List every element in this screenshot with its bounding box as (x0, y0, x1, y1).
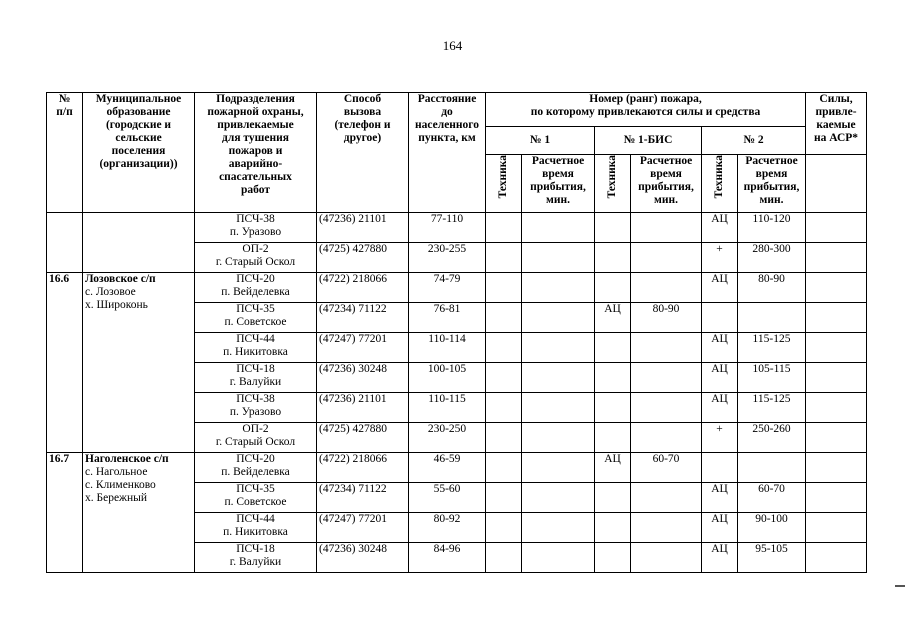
phone-cell: (47234) 71122 (317, 303, 409, 333)
tech-1-cell (486, 453, 522, 483)
header-rank-1bis: № 1-БИС (595, 127, 702, 155)
distance-cell: 46-59 (409, 453, 486, 483)
header-no: № п/п (47, 93, 83, 213)
tech-2-cell: АЦ (702, 513, 738, 543)
unit-cell (195, 303, 317, 333)
distance-cell: 110-115 (409, 393, 486, 423)
eta-1bis-cell (631, 483, 702, 513)
header-rank-1: № 1 (486, 127, 595, 155)
asr-cell (806, 543, 867, 573)
tech-2-cell: АЦ (702, 213, 738, 243)
unit-location: г. Старый Оскол (215, 436, 296, 448)
eta-1bis-cell (631, 543, 702, 573)
phone-cell: (4725) 427880 (317, 243, 409, 273)
header-municipality: Муниципальное образование (городские и сельские поселения (организации)) (83, 93, 195, 213)
eta-1-cell (522, 243, 595, 273)
tech-1-cell (486, 213, 522, 243)
eta-1-cell (522, 273, 595, 303)
settlement-name: х. Бережный (85, 492, 148, 504)
phone-cell: (47247) 77201 (317, 513, 409, 543)
eta-2-cell: 90-100 (738, 513, 806, 543)
tech-1-cell (486, 273, 522, 303)
row-number-cell: 16.6 (47, 273, 83, 453)
unit-cell (195, 273, 317, 303)
eta-2-cell: 110-120 (738, 213, 806, 243)
tech-1bis-cell (595, 213, 631, 243)
eta-1-cell (522, 213, 595, 243)
phone-cell: (47236) 21101 (317, 213, 409, 243)
tech-2-cell: АЦ (702, 363, 738, 393)
tech-1-cell (486, 303, 522, 333)
municipality-cell (83, 273, 195, 453)
unit-location: п. Советское (224, 316, 287, 328)
header-distance: Расстояние до населенного пункта, км (409, 93, 486, 213)
unit-name: ПСЧ-20 (236, 273, 275, 285)
header-tech-1bis: Техника (595, 155, 631, 213)
unit-location: п. Вейделевка (221, 466, 290, 478)
unit-location: п. Советское (224, 496, 287, 508)
unit-cell (195, 423, 317, 453)
asr-cell (806, 483, 867, 513)
settlement-name: с. Клименково (85, 479, 156, 491)
asr-cell (806, 513, 867, 543)
unit-name: ПСЧ-38 (236, 213, 275, 225)
eta-1bis-cell (631, 423, 702, 453)
table-row (47, 273, 867, 303)
municipality-cell (83, 213, 195, 273)
tech-1bis-cell (595, 513, 631, 543)
table-row (47, 453, 867, 483)
eta-2-cell: 115-125 (738, 333, 806, 363)
eta-2-cell: 95-105 (738, 543, 806, 573)
tech-1bis-cell: АЦ (595, 303, 631, 333)
tech-1bis-cell (595, 543, 631, 573)
phone-cell: (47247) 77201 (317, 333, 409, 363)
tech-1-cell (486, 363, 522, 393)
unit-location: п. Никитовка (223, 526, 288, 538)
unit-location: п. Уразово (229, 406, 282, 418)
tech-1bis-cell (595, 273, 631, 303)
header-asr-empty (806, 155, 867, 213)
distance-cell: 230-250 (409, 423, 486, 453)
distance-cell: 100-105 (409, 363, 486, 393)
header-eta-1: Расчетное время прибытия, мин. (522, 155, 595, 213)
header-fire-rank: Номер (ранг) пожара, по которому привлекаются силы и средства (486, 93, 806, 127)
eta-1-cell (522, 483, 595, 513)
phone-cell: (47236) 30248 (317, 363, 409, 393)
tech-2-cell: АЦ (702, 393, 738, 423)
tech-1-cell (486, 423, 522, 453)
unit-location: п. Уразово (229, 226, 282, 238)
tech-1bis-cell: АЦ (595, 453, 631, 483)
phone-cell: (4722) 218066 (317, 453, 409, 483)
asr-cell (806, 273, 867, 303)
eta-2-cell: 105-115 (738, 363, 806, 393)
unit-cell (195, 483, 317, 513)
eta-2-cell: 80-90 (738, 273, 806, 303)
eta-2-cell: 115-125 (738, 393, 806, 423)
asr-cell (806, 213, 867, 243)
eta-1-cell (522, 363, 595, 393)
eta-2-cell (738, 453, 806, 483)
eta-2-cell: 280-300 (738, 243, 806, 273)
unit-cell (195, 333, 317, 363)
row-number-cell: 16.7 (47, 453, 83, 573)
unit-name: ПСЧ-35 (236, 483, 275, 495)
header-asr: Силы, привле- каемые на АСР* (806, 93, 867, 155)
tech-2-cell: АЦ (702, 543, 738, 573)
distance-cell: 74-79 (409, 273, 486, 303)
eta-1bis-cell (631, 213, 702, 243)
tech-1-cell (486, 333, 522, 363)
eta-1bis-cell (631, 333, 702, 363)
eta-1-cell (522, 333, 595, 363)
header-call-method: Способ вызова (телефон и другое) (317, 93, 409, 213)
phone-cell: (47234) 71122 (317, 483, 409, 513)
unit-name: ПСЧ-35 (236, 303, 275, 315)
eta-1bis-cell: 60-70 (631, 453, 702, 483)
unit-cell (195, 543, 317, 573)
unit-name: ПСЧ-20 (236, 453, 275, 465)
unit-name: ОП-2 (242, 243, 269, 255)
header-eta-1bis: Расчетное время прибытия, мин. (631, 155, 702, 213)
unit-name: ПСЧ-18 (236, 363, 275, 375)
tech-2-cell: АЦ (702, 333, 738, 363)
distance-cell: 80-92 (409, 513, 486, 543)
tech-2-cell: + (702, 243, 738, 273)
unit-name: ПСЧ-38 (236, 393, 275, 405)
distance-cell: 230-255 (409, 243, 486, 273)
scan-edge-mark (895, 585, 905, 587)
settlement-name: х. Широконь (85, 299, 148, 311)
row-number-cell (47, 213, 83, 273)
unit-location: п. Никитовка (223, 346, 288, 358)
eta-1-cell (522, 543, 595, 573)
unit-cell (195, 213, 317, 243)
asr-cell (806, 423, 867, 453)
header-tech-2: Техника (702, 155, 738, 213)
header-rank-2: № 2 (702, 127, 806, 155)
page-number: 164 (442, 38, 463, 53)
unit-cell (195, 393, 317, 423)
tech-1-cell (486, 513, 522, 543)
asr-cell (806, 453, 867, 483)
table-body (47, 213, 867, 573)
eta-1-cell (522, 393, 595, 423)
tech-1bis-cell (595, 393, 631, 423)
distance-cell: 55-60 (409, 483, 486, 513)
tech-2-cell (702, 453, 738, 483)
eta-1-cell (522, 453, 595, 483)
phone-cell: (47236) 30248 (317, 543, 409, 573)
distance-cell: 84-96 (409, 543, 486, 573)
tech-2-cell: АЦ (702, 273, 738, 303)
distance-cell: 76-81 (409, 303, 486, 333)
asr-cell (806, 243, 867, 273)
unit-name: ПСЧ-44 (236, 513, 275, 525)
asr-cell (806, 393, 867, 423)
asr-cell (806, 303, 867, 333)
eta-1bis-cell (631, 513, 702, 543)
unit-location: г. Валуйки (229, 556, 282, 568)
unit-cell (195, 243, 317, 273)
header-eta-2: Расчетное время прибытия, мин. (738, 155, 806, 213)
tech-1-cell (486, 243, 522, 273)
unit-name: ОП-2 (242, 423, 269, 435)
tech-1-cell (486, 393, 522, 423)
eta-1bis-cell (631, 243, 702, 273)
unit-cell (195, 363, 317, 393)
table-row (47, 213, 867, 243)
municipality-name: Наголенское с/п (85, 453, 169, 465)
eta-2-cell: 250-260 (738, 423, 806, 453)
phone-cell: (47236) 21101 (317, 393, 409, 423)
eta-1-cell (522, 423, 595, 453)
tech-2-cell: + (702, 423, 738, 453)
eta-2-cell (738, 303, 806, 333)
tech-1-cell (486, 483, 522, 513)
unit-location: п. Вейделевка (221, 286, 290, 298)
tech-1bis-cell (595, 483, 631, 513)
eta-1bis-cell (631, 393, 702, 423)
settlement-name: с. Нагольное (85, 466, 148, 478)
unit-cell (195, 513, 317, 543)
eta-1bis-cell: 80-90 (631, 303, 702, 333)
unit-name: ПСЧ-18 (236, 543, 275, 555)
tech-1-cell (486, 543, 522, 573)
distance-cell: 110-114 (409, 333, 486, 363)
header-units: Подразделения пожарной охраны, привлекаемые для тушения пожаров и аварийно- спасательных работ (195, 93, 317, 213)
tech-1bis-cell (595, 243, 631, 273)
unit-location: г. Валуйки (229, 376, 282, 388)
unit-cell (195, 453, 317, 483)
settlement-name: с. Лозовое (85, 286, 136, 298)
eta-1-cell (522, 303, 595, 333)
unit-name: ПСЧ-44 (236, 333, 275, 345)
tech-1bis-cell (595, 423, 631, 453)
header-tech-1: Техника (486, 155, 522, 213)
tech-2-cell (702, 303, 738, 333)
phone-cell: (4725) 427880 (317, 423, 409, 453)
tech-1bis-cell (595, 333, 631, 363)
municipality-cell (83, 453, 195, 573)
asr-cell (806, 363, 867, 393)
tech-1bis-cell (595, 363, 631, 393)
eta-2-cell: 60-70 (738, 483, 806, 513)
eta-1-cell (522, 513, 595, 543)
table-header (47, 93, 867, 213)
tech-2-cell: АЦ (702, 483, 738, 513)
distance-cell: 77-110 (409, 213, 486, 243)
unit-location: г. Старый Оскол (215, 256, 296, 268)
eta-1bis-cell (631, 363, 702, 393)
eta-1bis-cell (631, 273, 702, 303)
phone-cell: (4722) 218066 (317, 273, 409, 303)
asr-cell (806, 333, 867, 363)
municipality-name: Лозовское с/п (85, 273, 156, 285)
fire-resources-table (46, 92, 867, 573)
